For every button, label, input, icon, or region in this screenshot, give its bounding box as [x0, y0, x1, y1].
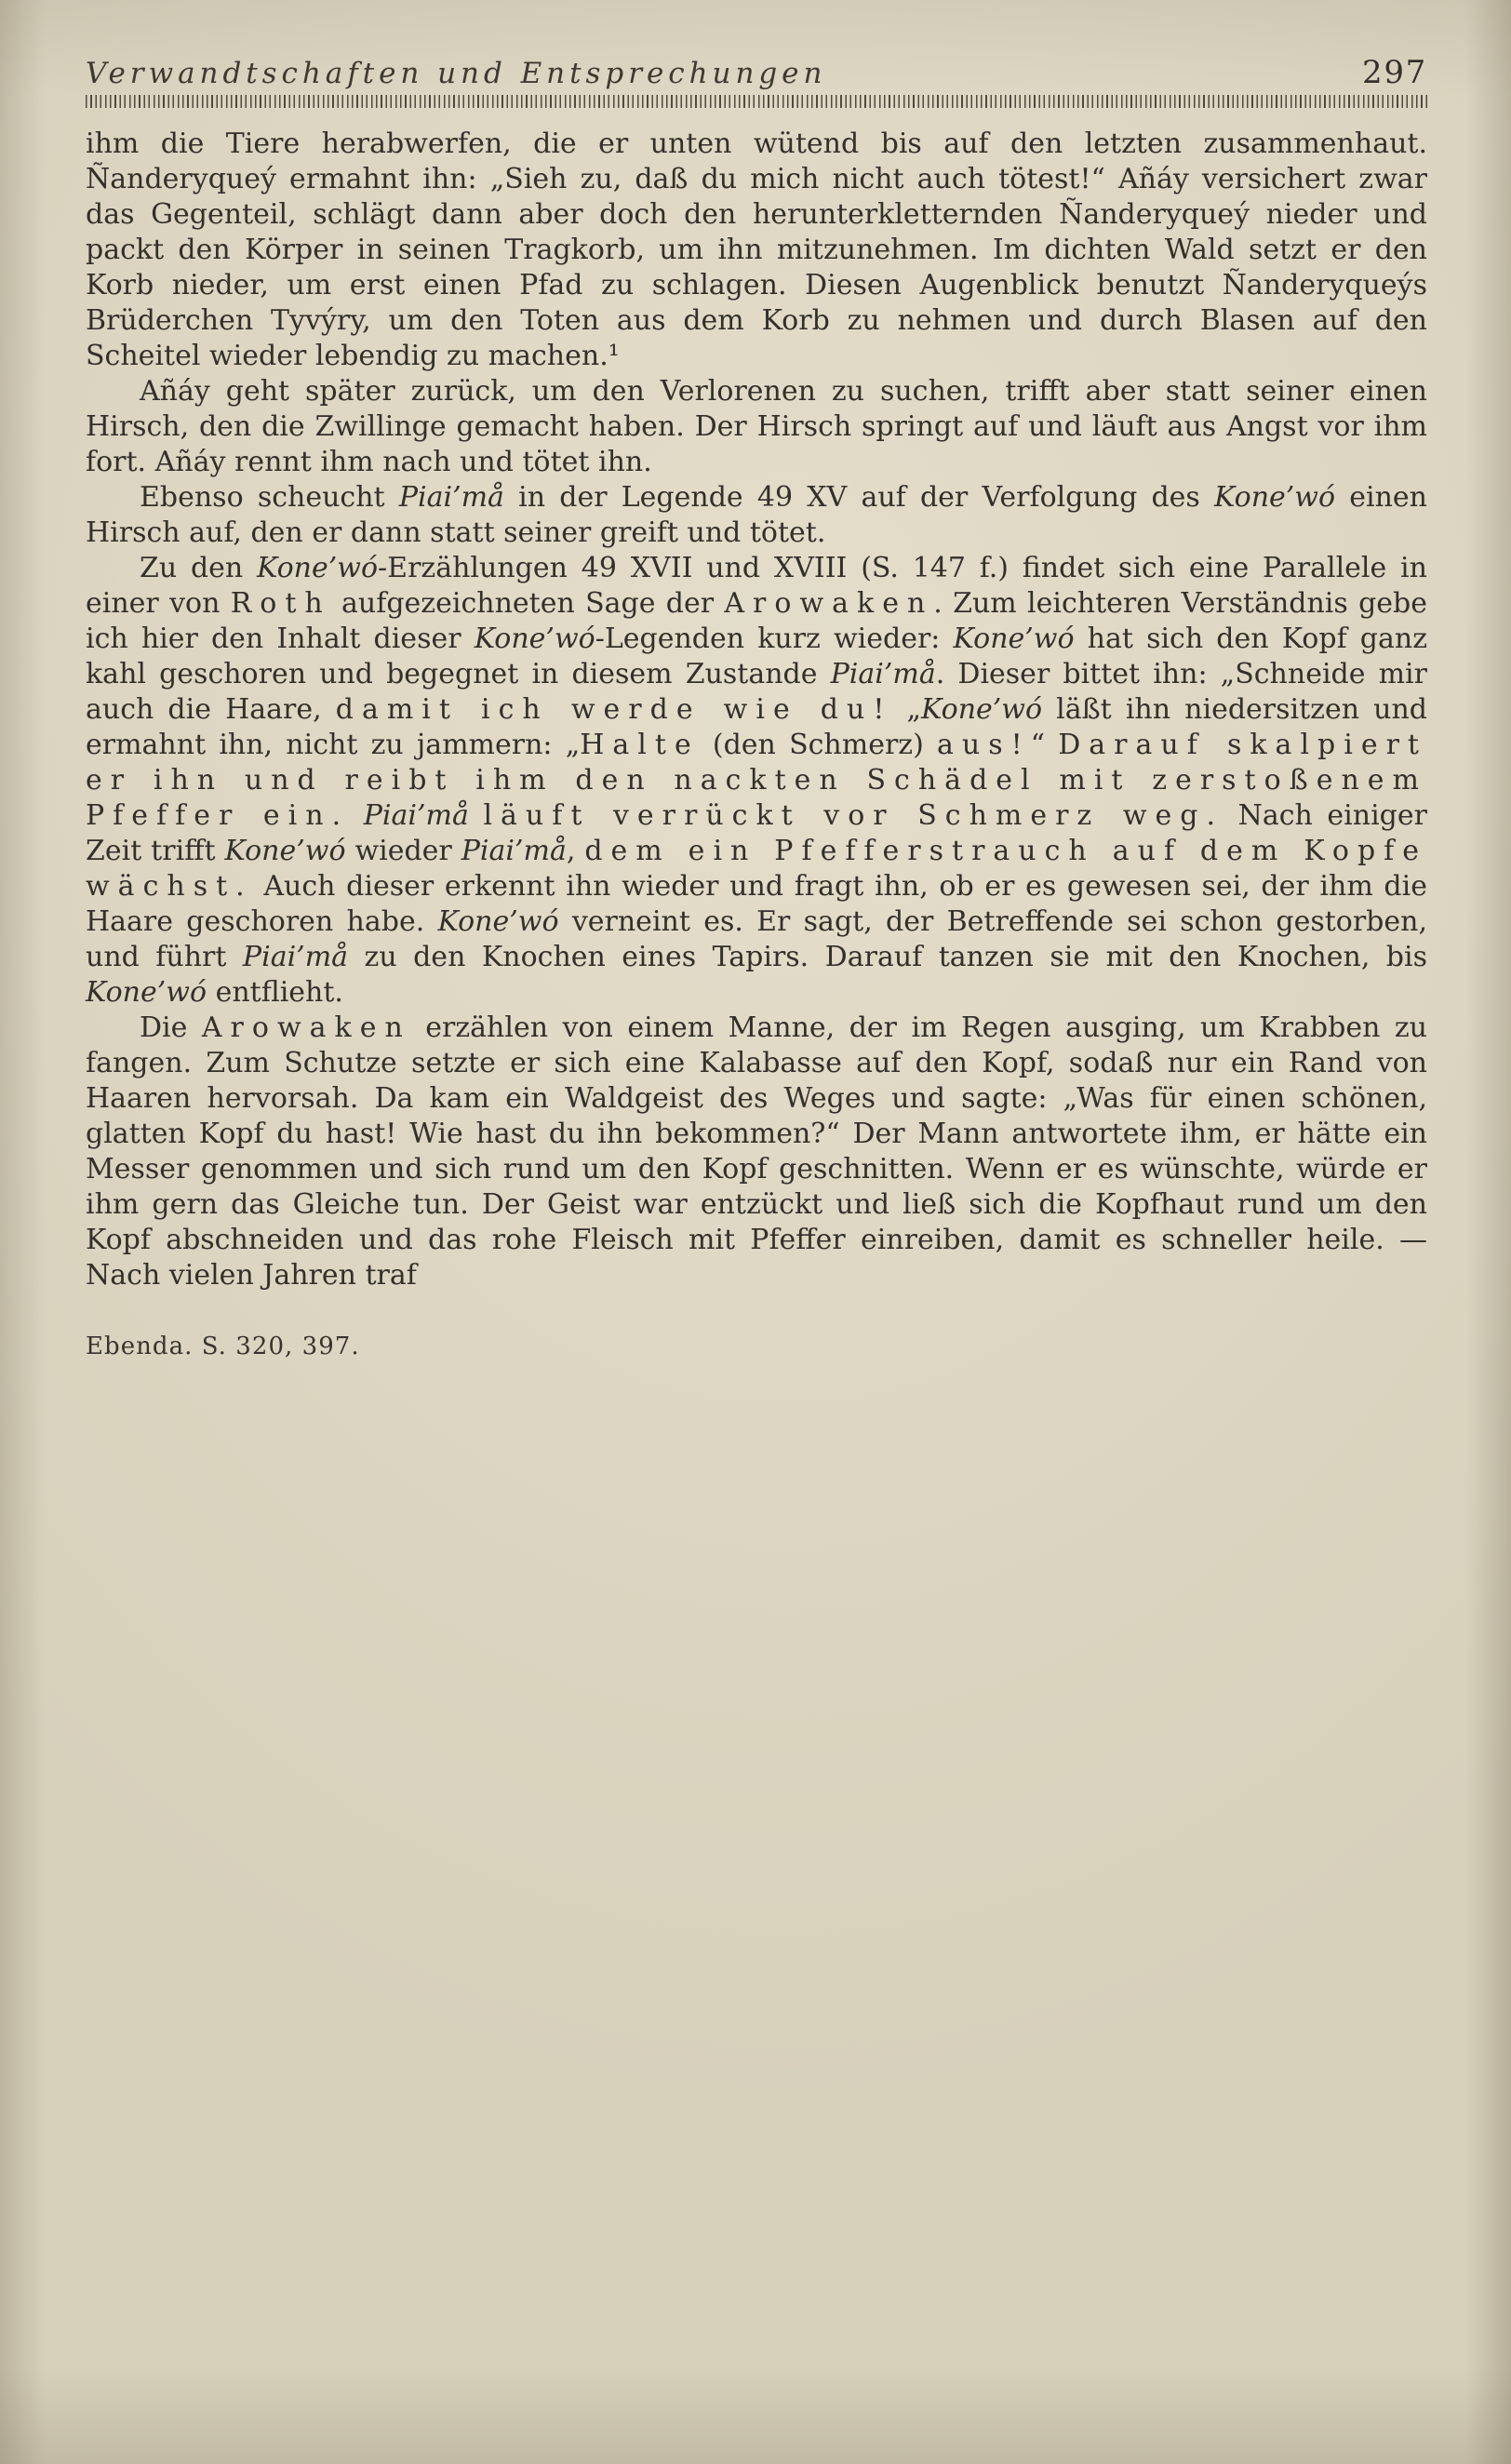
- letterspaced-emphasis: Darauf skalpiert er ihn und reibt ihm den nackten Schädel mit zerstoßenem Pfeffer ein.: [86, 729, 1427, 832]
- italic-term: Kone’wó: [257, 552, 379, 584]
- page-number: 297: [1362, 54, 1427, 91]
- text-run: „: [892, 693, 922, 726]
- letterspaced-emphasis: Arowaken: [724, 587, 934, 620]
- italic-term: Kone’wó: [921, 693, 1043, 726]
- italic-term: Kone’wó: [86, 976, 207, 1009]
- text-run: ,: [566, 835, 585, 867]
- paragraph: [86, 127, 1427, 374]
- italic-term: Kone’wó: [224, 835, 346, 867]
- running-header-title: Verwandtschaften und Entsprechungen: [86, 57, 827, 90]
- letterspaced-emphasis: Arowaken: [201, 1011, 411, 1044]
- text-run: einen Hirsch auf, den er dann statt seiner greift und tötet.: [86, 481, 1428, 549]
- footnote: Ebenda. S. 320, 397.: [86, 1332, 360, 1360]
- text-run: Añáy geht später zurück, um den Verlorenen zu suchen, trifft aber statt seiner einen Hirsch, den die Zwillinge gemacht haben. Der Hirsch springt auf und läuft aus Angst vor ihm fort. Añáy rennt ihm nach und tötet ihn.: [86, 375, 1427, 478]
- paragraph: [86, 551, 1427, 1011]
- italic-term: Piai’må: [398, 481, 504, 514]
- letterspaced-emphasis: damit ich werde wie du!: [335, 693, 893, 726]
- italic-term: Kone’wó: [474, 623, 595, 655]
- italic-term: Piai’må: [461, 835, 567, 867]
- text-run: Ebenso scheucht: [140, 481, 399, 514]
- text-run: -Erzählungen 49 XVII und XVIII (S. 147 f.) findet sich eine Parallele in einer von: [86, 552, 1427, 620]
- italic-term: Piai’må: [363, 799, 469, 832]
- page-body: [86, 127, 1427, 1293]
- text-run: läßt ihn niedersitzen und ermahnt ihn, nicht zu jammern: „: [86, 693, 1428, 761]
- text-run: [469, 799, 484, 832]
- italic-term: Kone’wó: [1214, 481, 1336, 514]
- text-run: in der Legende 49 XV auf der Verfolgung des: [503, 481, 1215, 514]
- italic-term: Piai’må: [242, 941, 349, 973]
- italic-term: Kone’wó: [953, 623, 1075, 655]
- text-run: aufgezeichneten Sage der: [330, 587, 725, 620]
- text-run: ihm die Tiere herabwerfen, die er unten wütend bis auf den letzten zusammenhaut. Ñanderyqueý ermahnt ihn: „Sieh zu, daß du mich nicht auch tötest!“ Añáy versichert zwar das Gegenteil, schlägt dann aber doch den herunterkletternden Ñanderyqueý nieder und packt den Körper in seinen Tragkorb, um ihn mitzunehmen. Im dichten Wald setzt er den Korb nieder, um erst einen Pfad zu schlagen. Diesen Augenblick benutzt Ñanderyqueýs Brüderchen Tyvýry, um den Toten aus dem Korb zu nehmen und durch Blasen auf den Scheitel wieder lebendig zu machen.¹: [86, 127, 1427, 372]
- paragraph: [86, 1011, 1427, 1293]
- text-run: (den Schmerz): [699, 729, 937, 761]
- text-run: . Zum leichteren Verständnis gebe ich hier den Inhalt dieser: [86, 587, 1428, 655]
- text-run: . Dieser bittet ihn: „Schneide mir auch die Haare,: [86, 658, 1427, 726]
- text-run: -Legenden kurz wieder:: [595, 623, 954, 655]
- letterspaced-emphasis: läuft verrückt vor Schmerz weg.: [483, 799, 1224, 832]
- text-run: hat sich den Kopf ganz kahl geschoren und begegnet in diesem Zustande: [86, 623, 1428, 690]
- paragraph: [86, 480, 1427, 551]
- letterspaced-emphasis: aus!: [937, 729, 1031, 761]
- letterspaced-emphasis: dem ein Pfefferstrauch auf dem Kopfe wächst.: [86, 835, 1428, 903]
- text-run: “: [1030, 729, 1059, 761]
- text-run: Nach einiger Zeit trifft: [86, 799, 1427, 867]
- text-run: Die: [140, 1011, 202, 1044]
- text-run: Auch dieser erkennt ihn wieder und fragt ihn, ob er es gewesen sei, der ihm die Haare geschoren habe.: [86, 870, 1427, 938]
- text-run: [349, 799, 364, 832]
- paragraph: [86, 374, 1427, 480]
- running-header: [86, 54, 1427, 95]
- text-run: verneint es. Er sagt, der Betreffende sei schon gestorben, und führt: [86, 905, 1427, 973]
- letterspaced-emphasis: Halte: [580, 729, 700, 761]
- letterspaced-emphasis: Roth: [230, 587, 331, 620]
- text-run: entflieht.: [207, 976, 343, 1009]
- italic-term: Piai’må: [830, 658, 936, 690]
- text-run: erzählen von einem Manne, der im Regen ausging, um Krabben zu fangen. Zum Schutze setzte er sich eine Kalabasse auf den Kopf, sodaß nur ein Rand von Haaren hervorsah. Da kam ein Waldgeist des Weges und sagte: „Was für einen schönen, glatten Kopf du hast! Wie hast du ihn bekommen?“ Der Mann antwortete ihm, er hätte ein Messer genommen und sich rund um den Kopf geschnitten. Wenn er es wünschte, würde er ihm gern das Gleiche tun. Der Geist war entzückt und ließ sich die Kopfhaut rund um den Kopf abschneiden und das rohe Fleisch mit Pfeffer einreiben, damit es schneller heile. — Nach vielen Jahren traf: [86, 1011, 1428, 1292]
- italic-term: Kone’wó: [437, 905, 559, 938]
- text-run: wieder: [345, 835, 461, 867]
- text-run: Zu den: [140, 552, 258, 584]
- text-run: zu den Knochen eines Tapirs. Darauf tanzen sie mit den Knochen, bis: [348, 941, 1428, 973]
- decorative-hatched-rule: [86, 95, 1427, 108]
